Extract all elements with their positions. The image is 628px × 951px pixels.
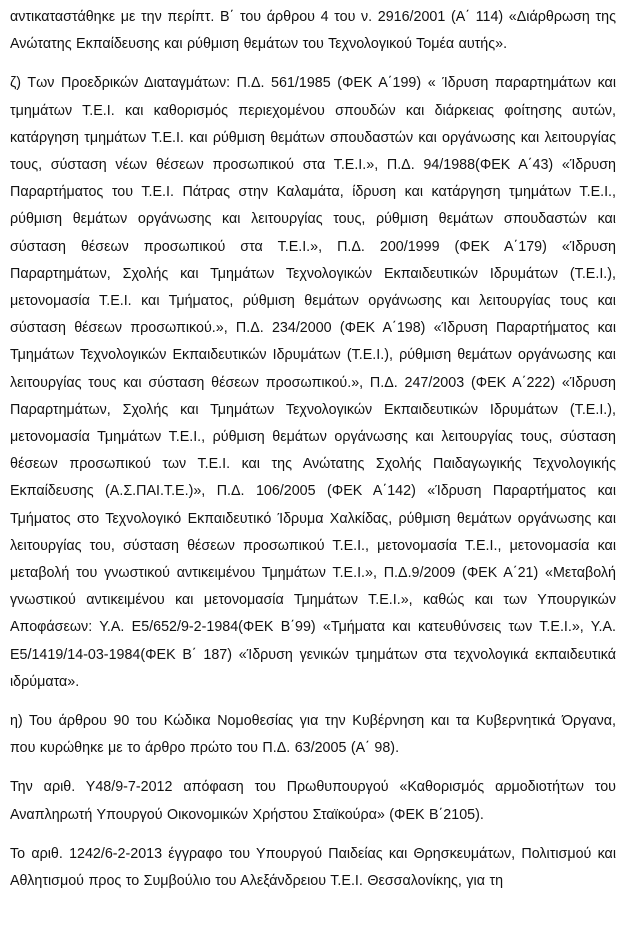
document-page: [10, 4, 616, 895]
paragraph-law-2916-reference: αντικαταστάθηκε με την περίπτ. Β΄ του άρθρου 4 του ν. 2916/2001 (Α΄ 114) «Διάρθρωση της Ανώτατης Εκπαίδευσης και ρύθμιση θεμάτων του Τεχνολογικού Τομέα αυτής».: [10, 9, 616, 53]
paragraph-ministry-letter: Το αριθ. 1242/6-2-2013 έγγραφο του Υπουργού Παιδείας και Θρησκευμάτων, Πολιτισμού και Αθλητισμού προς το Συμβούλιο του Αλεξάνδρειου Τ.Ε.Ι. Θεσσαλονίκης, για τη: [10, 845, 616, 890]
paragraph-presidential-decrees: ζ) Των Προεδρικών Διαταγμάτων: Π.Δ. 561/1985 (ΦΕΚ Α΄199) « Ίδρυση παραρτημάτων και τμημάτων Τ.Ε.Ι. και καθορισμός περιεχομένου σπουδών και διάρκειας φοίτησης αυτών, κατάργηση τμημάτων Τ.Ε.Ι. και ρύθμιση θεμάτων σπουδαστών και οργάνωσης και λειτουργίας τους, σύσταση νέων θέσεων προσωπικού στα Τ.Ε.Ι.», Π.Δ. 94/1988(ΦΕΚ Α΄43) «Ίδρυση Παραρτήματος του Τ.Ε.Ι. Πάτρας στην Καλαμάτα, ίδρυση και κατάργηση τμημάτων Τ.Ε.Ι., ρύθμιση θεμάτων οργάνωσης και λειτουργίας τους, ρύθμιση θεμάτων σπουδαστών και σύσταση θέσεων προσωπικού στα Τ.Ε.Ι.», Π.Δ. 200/1999 (ΦΕΚ Α΄179) «Ίδρυση Παραρτημάτων, Σχολής και Τμημάτων Τεχνολογικών Εκπαιδευτικών Ιδρυμάτων (Τ.Ε.Ι.), μετονομασία Τ.Ε.Ι. και Τμήματος, ρύθμιση θεμάτων οργάνωσης και λειτουργίας τους και σύσταση θέσεων προσωπικού.», Π.Δ. 234/2000 (ΦΕΚ Α΄198) «Ίδρυση Παραρτήματος και Τμημάτων Τεχνολογικών Εκπαιδευτικών Ιδρυμάτων (Τ.Ε.Ι.), ρύθμιση θεμάτων οργάνωσης και λειτουργίας τους και σύσταση θέσεων προσωπικού.», Π.Δ. 247/2003 (ΦΕΚ Α΄222) «Ίδρυση Παραρτημάτων, Σχολής και Τμημάτων Τεχνολογικών Εκπαιδευτικών Ιδρυμάτων (Τ.Ε.Ι.), μετονομασία Τμημάτων Τ.Ε.Ι., ρύθμιση θεμάτων οργάνωσης και λειτουργίας τους, σύσταση θέσεων προσωπικού των Τ.Ε.Ι. και της Ανώτατης Σχολής Παιδαγωγικής Τεχνολογικής Εκπαίδευσης (Α.Σ.ΠΑΙ.Τ.Ε.)», Π.Δ. 106/2005 (ΦΕΚ Α΄142) «Ίδρυση Παραρτήματος και Τμήματος στο Τεχνολογικό Εκπαιδευτικό Ίδρυμα Χαλκίδας, ρύθμιση θεμάτων οργάνωσης και λειτουργίας του, σύσταση θέσεων προσωπικού Τ.Ε.Ι., μετονομασία Τ.Ε.Ι., μετονομασία και μεταβολή του γνωστικού αντικειμένου Τμημάτων Τ.Ε.Ι.», Π.Δ.9/2009 (ΦΕΚ Α΄21) «Μεταβολή γνωστικού αντικειμένου και μετονομασία Τμημάτων Τ.Ε.Ι.», καθώς και των Υπουργικών Αποφάσεων: Υ.Α. Ε5/652/9-2-1984(ΦΕΚ Β΄99) «Τμήματα και κατευθύνσεις των Τ.Ε.Ι.», Υ.Α. Ε5/1419/14-03-1984(ΦΕΚ Β΄ 187) «Ίδρυση γενικών τμημάτων στα τεχνολογικά εκπαιδευτικά ιδρύματα».: [10, 75, 616, 690]
paragraph-pm-decision: Την αριθ. Υ48/9-7-2012 απόφαση του Πρωθυπουργού «Καθορισμός αρμοδιοτήτων του Αναπληρωτή Υπουργού Οικονομικών Χρήστου Σταϊκούρα» (ΦΕΚ Β΄2105).: [10, 779, 616, 823]
paragraph-article-90: η) Του άρθρου 90 του Κώδικα Νομοθεσίας για την Κυβέρνηση και τα Κυβερνητικά Όργανα, που κυρώθηκε με το άρθρο πρώτο του Π.Δ. 63/2005 (Α΄ 98).: [10, 713, 616, 757]
